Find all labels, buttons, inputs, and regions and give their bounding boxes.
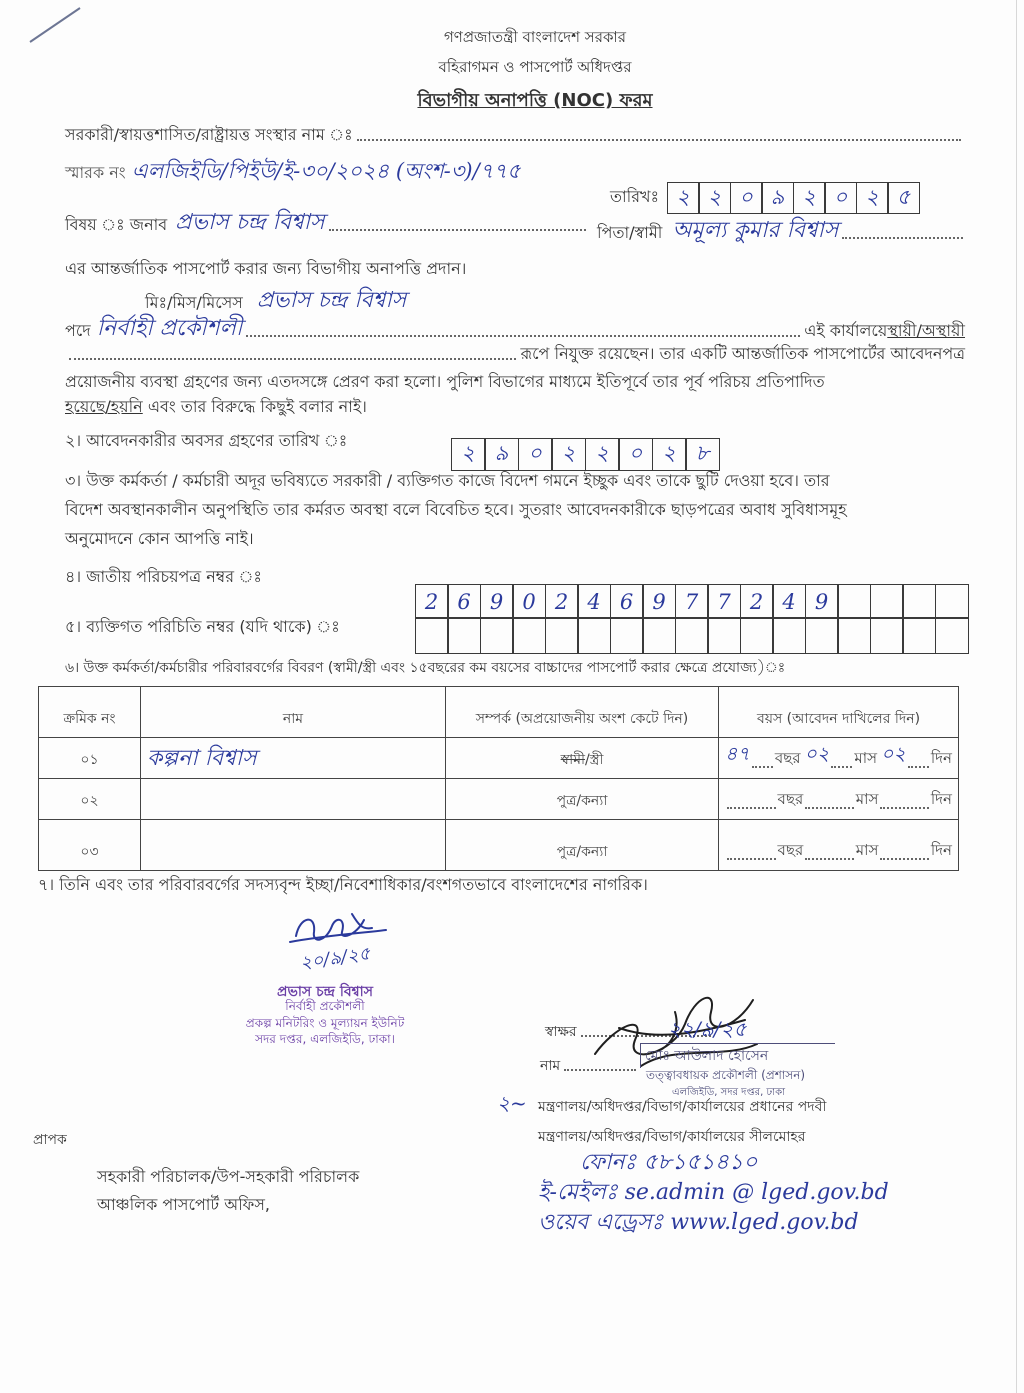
- digit-box: ০: [824, 182, 857, 214]
- subject-label: বিষয় ঃ জনাব: [65, 215, 168, 234]
- unit-year: বছর: [774, 749, 801, 767]
- personal-id-label: ৫। ব্যক্তিগত পরিচিতি নম্বর (যদি থাকে) ঃ: [65, 617, 340, 636]
- dotted-blank: [357, 139, 961, 141]
- unit-day: দিন: [930, 841, 953, 859]
- para-line-4: [65, 396, 965, 418]
- digit-box: 2: [545, 584, 579, 619]
- officer-name: প্রভাস চন্দ্র বিশ্বাস: [256, 288, 407, 313]
- subject-line: [65, 210, 590, 236]
- age-days: ০২: [881, 743, 906, 765]
- header-department: বহিরাগমন ও পাসপোর্ট অধিদপ্তর: [438, 58, 632, 76]
- digit-box: [837, 617, 871, 654]
- digit-box: 4: [772, 584, 806, 619]
- digit-box: ২: [551, 438, 586, 471]
- relation-cell: পুত্র/কন্যা: [446, 820, 719, 871]
- applicant-name: প্রভাস চন্দ্র বিশ্বাস: [175, 210, 325, 235]
- name-cell: [141, 820, 446, 871]
- digit-box: [707, 617, 741, 654]
- pen-stroke-mark: [26, 4, 86, 46]
- father-name: অমূল্য কুমার বিশ্বাস: [672, 218, 839, 243]
- digit-box: [642, 617, 676, 654]
- digit-box: 2: [740, 584, 774, 619]
- signatory-stamp-name: মোঃ আউলাদ হোসেন: [640, 1043, 835, 1068]
- handwritten-mark: ২~: [497, 1091, 527, 1115]
- dotted-blank: [246, 335, 800, 337]
- digit-box: ৯: [484, 438, 519, 471]
- recipient-line-1: সহকারী পরিচালক/উপ-সহকারী পরিচালক: [97, 1167, 360, 1186]
- digit-box: ৯: [761, 182, 794, 214]
- memo-label: স্মারক নং: [65, 163, 126, 182]
- dotted-blank: [842, 237, 963, 239]
- table-row: [39, 779, 959, 820]
- serial-cell: ০২: [39, 779, 141, 820]
- nid-label: ৪। জাতীয় পরিচয়পত্র নম্বর ঃ: [65, 567, 262, 586]
- date-label: তারিখঃ: [610, 187, 660, 206]
- digit-box: [870, 617, 904, 654]
- stamp-designation: নির্বাহী প্রকৌশলী: [285, 999, 365, 1013]
- memo-date-boxes: [668, 182, 920, 214]
- dotted-blank: [564, 1069, 636, 1071]
- digit-box: [935, 584, 969, 619]
- digit-box: ২: [793, 182, 826, 214]
- digit-box: ০: [518, 438, 553, 471]
- digit-box: ২: [667, 182, 700, 214]
- post-line: [65, 316, 965, 342]
- digit-box: 9: [642, 584, 676, 619]
- col-serial: ক্রমিক নং: [39, 687, 141, 738]
- office-text: এই কার্যালয়ে: [804, 321, 888, 340]
- recipient-label: প্রাপক: [33, 1132, 67, 1148]
- unit-month: মাস: [855, 841, 879, 859]
- digit-box: ২: [652, 438, 687, 471]
- digit-box: ২: [585, 438, 620, 471]
- digit-box: [740, 617, 774, 654]
- email-address: ই-মেইলঃ se.admin @ lged.gov.bd: [538, 1180, 889, 1205]
- officer-post: নির্বাহী প্রকৌশলী: [96, 316, 243, 341]
- digit-box: ২: [856, 182, 889, 214]
- stamp-office: সদর দপ্তর, এলজিইডি, ঢাকা।: [255, 1032, 395, 1046]
- forwarding-sign-date: ২০/৯/২৫: [298, 943, 372, 974]
- phone-number: ফোনঃ ৫৮১৫১৪১০: [580, 1150, 758, 1175]
- age-cell: [719, 779, 959, 820]
- col-age: বয়স (আবেদন দাখিলের দিন): [719, 687, 959, 738]
- scan-edge: [1016, 0, 1017, 1393]
- header-government: গণপ্রজাতন্ত্রী বাংলাদেশ সরকার: [443, 28, 627, 46]
- digit-box: 2: [415, 584, 449, 619]
- para-text: এবং তার বিরুদ্ধে কিছুই বলার নাই।: [147, 397, 367, 416]
- stamp-name: প্রভাস চন্দ্র বিশ্বাস: [277, 984, 373, 1000]
- digit-box: 7: [675, 584, 709, 619]
- digit-box: [512, 617, 546, 654]
- para-text: রূপে নিযুক্ত রয়েছেন। তার একটি আন্তর্জাতিক পাসপোর্টের আবেদনপত্র: [520, 344, 965, 363]
- signatory-stamp-designation: তত্ত্বাবধায়ক প্রকৌশলী (প্রশাসন): [646, 1068, 806, 1082]
- nid-boxes: [416, 584, 969, 619]
- digit-box: [447, 617, 481, 654]
- dotted-blank: [329, 229, 586, 231]
- unit-day: দিন: [930, 790, 953, 808]
- digit-box: [480, 617, 514, 654]
- relation-text: /স্ত্রী: [585, 752, 604, 768]
- relation-struck: স্বামী: [560, 752, 585, 768]
- salutation-line: [145, 288, 645, 314]
- retirement-date-label: ২। আবেদনকারীর অবসর গ্রহণের তারিখ ঃ: [65, 431, 348, 450]
- table-header-row: [39, 687, 959, 738]
- section3-line-2: বিদেশ অবস্থানকালীন অনুপস্থিতি তার কর্মরত অবস্থা বলে বিবেচিত হবে। সুতরাং আবেদনকারীকে ছাড়পত্রের অবাধ সুবিধাসমূহ: [65, 500, 847, 519]
- name-line: [540, 1056, 640, 1076]
- memo-number: এলজিইডি/পিইউ/ই-৩০/২০২৪ (অংশ-৩)/৭৭৫: [131, 159, 521, 183]
- table-row: [39, 738, 959, 779]
- digit-box: [870, 584, 904, 619]
- member-name: কল্পনা বিশ্বাস: [147, 746, 257, 771]
- age-months: ০২: [804, 743, 830, 765]
- digit-box: [805, 617, 839, 654]
- citizenship-statement: ৭। তিনি এবং তার পরিবারবর্গের সদস্যবৃন্দ ইচ্ছা/নিবেশাধিকার/বংশগতভাবে বাংলাদেশের নাগরিক।: [38, 875, 648, 894]
- section3-line-1: ৩। উক্ত কর্মকর্তা / কর্মচারী অদূর ভবিষ্যতে সরকারী / ব্যক্তিগত কাজে বিদেশ গমনে ইচ্ছুক এবং তাকে ছুটি দেওয়া হবে। তার: [65, 471, 830, 490]
- unit-month: মাস: [855, 790, 879, 808]
- org-name-label: সরকারী/স্বায়ত্তশাসিত/রাষ্ট্রায়ত্ত সংস্থার নাম ঃ: [65, 125, 353, 144]
- digit-box: ২: [451, 438, 486, 471]
- para-line-2: [65, 343, 965, 365]
- age-cell: [719, 738, 959, 779]
- verification-choice: হয়েছে/হয়নি: [65, 397, 143, 416]
- digit-box: ০: [618, 438, 653, 471]
- digit-box: [902, 617, 936, 654]
- family-table: [38, 686, 959, 871]
- digit-box: [772, 617, 806, 654]
- relation-cell: [446, 738, 719, 779]
- digit-box: [902, 584, 936, 619]
- signature-label: স্বাক্ষর: [545, 1024, 577, 1040]
- para-line-3: প্রয়োজনীয় ব্যবস্থা গ্রহণের জন্য এতদসঙ্গে প্রেরণ করা হলো। পুলিশ বিভাগের মাধ্যমে ইতিপূর্বে তার পূর্ব পরিচয় প্রতিপাদিত: [65, 372, 825, 391]
- digit-box: [577, 617, 611, 654]
- digit-box: 4: [577, 584, 611, 619]
- digit-box: [545, 617, 579, 654]
- digit-box: [837, 584, 871, 619]
- authorizing-sign-date: ২২/৯/২৫: [668, 1017, 747, 1041]
- father-label: পিতা/স্বামী: [597, 223, 663, 242]
- unit-year: বছর: [777, 790, 804, 808]
- age-years: ৪৭: [725, 743, 750, 765]
- name-label: নাম: [540, 1058, 561, 1074]
- table-row: [39, 820, 959, 871]
- digit-box: ৮: [685, 438, 720, 471]
- recipient-line-2: আঞ্চলিক পাসপোর্ট অফিস,: [97, 1195, 271, 1214]
- digit-box: 0: [512, 584, 546, 619]
- org-name-line: [65, 124, 965, 146]
- retirement-date-boxes: [452, 438, 720, 471]
- name-cell: [141, 779, 446, 820]
- col-name: নাম: [141, 687, 446, 738]
- web-address: ওয়েব এড্রেসঃ www.lged.gov.bd: [538, 1210, 859, 1235]
- digit-box: ২: [698, 182, 731, 214]
- digit-box: 6: [610, 584, 644, 619]
- age-cell: [719, 820, 959, 871]
- digit-box: 7: [707, 584, 741, 619]
- serial-cell: ০১: [39, 738, 141, 779]
- section3-line-3: অনুমোদনে কোন আপত্তি নাই।: [65, 529, 254, 548]
- digit-box: 6: [447, 584, 481, 619]
- dotted-blank: [69, 358, 516, 360]
- name-cell: [141, 738, 446, 779]
- digit-box: [610, 617, 644, 654]
- father-line: [597, 218, 967, 244]
- unit-month: মাস: [854, 749, 878, 767]
- signatory-stamp-office: এলজিইডি, সদর দপ্তর, ঢাকা: [672, 1087, 785, 1098]
- personal-id-boxes: [416, 617, 969, 654]
- memo-line: [65, 158, 605, 184]
- digit-box: [415, 617, 449, 654]
- digit-box: ০: [730, 182, 763, 214]
- digit-box: 9: [805, 584, 839, 619]
- salutation-label: মিঃ/মিস/মিসেস: [145, 293, 243, 312]
- stamp-unit: প্রকল্প মনিটরিং ও মূল্যায়ন ইউনিট: [245, 1016, 405, 1030]
- designation-label: মন্ত্রণালয়/অধিদপ্তর/বিভাগ/কার্যালয়ের প্রধানের পদবী: [538, 1099, 827, 1115]
- unit-year: বছর: [777, 841, 804, 859]
- digit-box: ৫: [887, 182, 920, 214]
- office-choice: স্থায়ী/অস্থায়ী: [887, 321, 965, 340]
- digit-box: [675, 617, 709, 654]
- unit-day: দিন: [930, 749, 953, 767]
- col-relation: সম্পর্ক (অপ্রয়োজনীয় অংশ কেটে দিন): [446, 687, 719, 738]
- subject-tail: এর আন্তর্জাতিক পাসপোর্ট করার জন্য বিভাগীয় অনাপত্তি প্রদান।: [65, 259, 467, 278]
- digit-box: [935, 617, 969, 654]
- post-label: পদে: [65, 321, 91, 340]
- form-title: বিভাগীয় অনাপত্তি (NOC) ফরম: [417, 90, 653, 111]
- seal-label: মন্ত্রণালয়/অধিদপ্তর/বিভাগ/কার্যালয়ের সীলমোহর: [538, 1129, 806, 1145]
- serial-cell: ০৩: [39, 820, 141, 871]
- digit-box: 9: [480, 584, 514, 619]
- family-heading: ৬। উক্ত কর্মকর্তা/কর্মচারীর পরিবারবর্গের বিবরণ (স্বামী/স্ত্রী এবং ১৫বছরের কম বয়সের বাচ্চাদের পাসপোর্ট করার ক্ষেত্রে প্রযোজ্য)ঃ: [65, 660, 786, 676]
- relation-cell: পুত্র/কন্যা: [446, 779, 719, 820]
